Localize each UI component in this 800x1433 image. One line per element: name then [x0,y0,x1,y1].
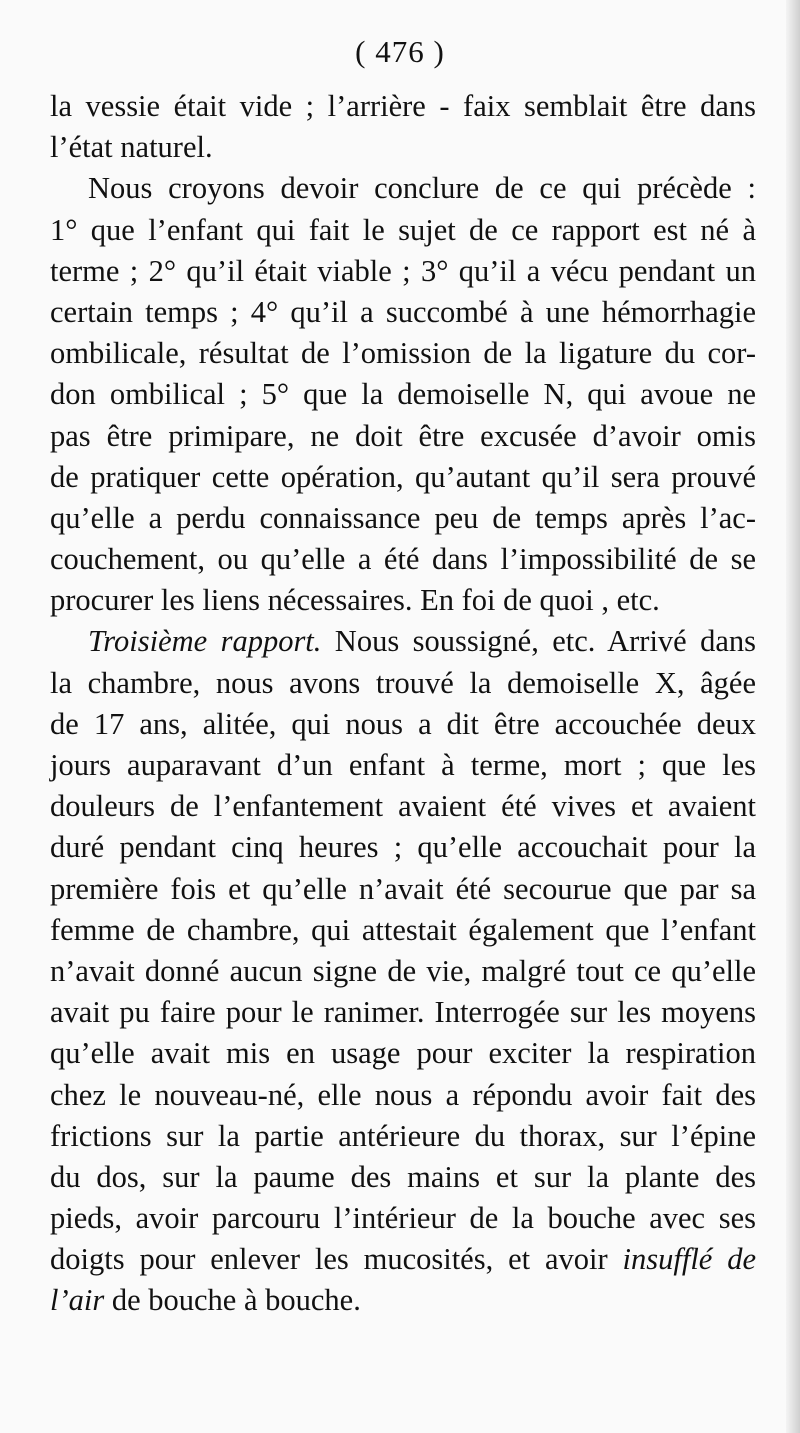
italic-text: l’air [50,1283,105,1318]
text-fragment: Nous soussigné, etc. Arrivé dans [321,624,757,659]
text-fragment: couchement, ou qu’elle a été dans l’impossibilité de se [50,542,756,577]
text-line [50,251,756,292]
text-fragment: doigts pour enlever les mucosités, et avoir [50,1242,623,1277]
text-line [50,1116,756,1157]
text-fragment: la vessie était vide ; l’arrière - faix semblait être dans [50,89,756,123]
text-line [50,210,756,251]
text-line [50,374,756,415]
page-number: ( 476 ) [355,34,445,69]
italic-text: Troisième rapport. [88,624,322,659]
text-fragment: 1° que l’enfant qui fait le sujet de ce rapport est né à [50,212,756,247]
text-fragment: première fois et qu’elle n’avait été secourue que par sa [50,871,756,906]
text-line [50,1033,756,1074]
text-line [50,704,756,745]
text-line [50,1280,756,1321]
text-fragment: ombilicale, résultat de l’omission de la ligature du cor- [50,336,756,371]
text-line [50,910,756,951]
text-line [50,1198,756,1239]
text-fragment: duré pendant cinq heures ; qu’elle accouchait pour la [50,830,756,865]
text-line [50,127,756,168]
text-line [50,292,756,333]
text-fragment: terme ; 2° qu’il était viable ; 3° qu’il a vécu pendant un [50,253,756,288]
text-line [50,1239,756,1280]
text-line [50,992,756,1033]
text-line [50,539,756,580]
text-fragment: la chambre, nous avons trouvé la demoiselle X, âgée [50,665,756,700]
page-edge-shadow [786,0,800,1433]
text-line [50,416,756,457]
text-fragment: frictions sur la partie antérieure du thorax, sur l’épine [50,1118,756,1153]
text-fragment: pieds, avoir parcouru l’intérieur de la bouche avec ses [50,1201,756,1236]
text-fragment: Nous croyons devoir conclure de ce qui précède : [88,171,756,206]
text-line [50,786,756,827]
text-fragment: de pratiquer cette opération, qu’autant qu’il sera prouvé [50,459,756,494]
text-fragment: du dos, sur la paume des mains et sur la plante des [50,1159,756,1194]
text-line [50,457,756,498]
text-fragment: qu’elle avait mis en usage pour exciter la respiration [50,1036,756,1071]
text-line [50,333,756,374]
text-fragment: chez le nouveau-né, elle nous a répondu avoir fait des [50,1077,756,1112]
text-line [50,621,756,662]
text-fragment: de 17 ans, alitée, qui nous a dit être accouchée deux [50,706,756,741]
text-line [50,498,756,539]
text-fragment: jours auparavant d’un enfant à terme, mort ; que les [50,748,756,782]
text-line [50,1075,756,1116]
text-line [50,168,756,209]
text-line [50,580,756,621]
text-fragment: procurer les liens nécessaires. En foi de quoi , etc. [50,583,660,618]
text-line [50,745,756,786]
text-line [50,1157,756,1198]
text-fragment: avait pu faire pour le ranimer. Interrogée sur les moyens [50,995,756,1030]
text-line [50,663,756,704]
text-fragment: don ombilical ; 5° que la demoiselle N, qui avoue ne [50,377,756,412]
body-text [50,86,756,1322]
text-fragment: pas être primipare, ne doit être excusée d’avoir omis [50,418,756,453]
text-line [50,827,756,868]
text-fragment: douleurs de l’enfantement avaient été vives et avaient [50,789,756,824]
italic-text: insufflé de [622,1242,756,1277]
text-line [50,86,756,127]
text-fragment: l’état naturel. [50,130,213,165]
text-fragment: de bouche à bouche. [104,1283,361,1318]
text-line [50,869,756,910]
text-fragment: n’avait donné aucun signe de vie, malgré tout ce qu’elle [50,953,756,988]
text-fragment: qu’elle a perdu connaissance peu de temps après l’ac- [50,500,756,535]
text-fragment: certain temps ; 4° qu’il a succombé à une hémorrhagie [50,294,756,329]
text-fragment: femme de chambre, qui attestait également que l’enfant [50,912,756,947]
text-line [50,951,756,992]
